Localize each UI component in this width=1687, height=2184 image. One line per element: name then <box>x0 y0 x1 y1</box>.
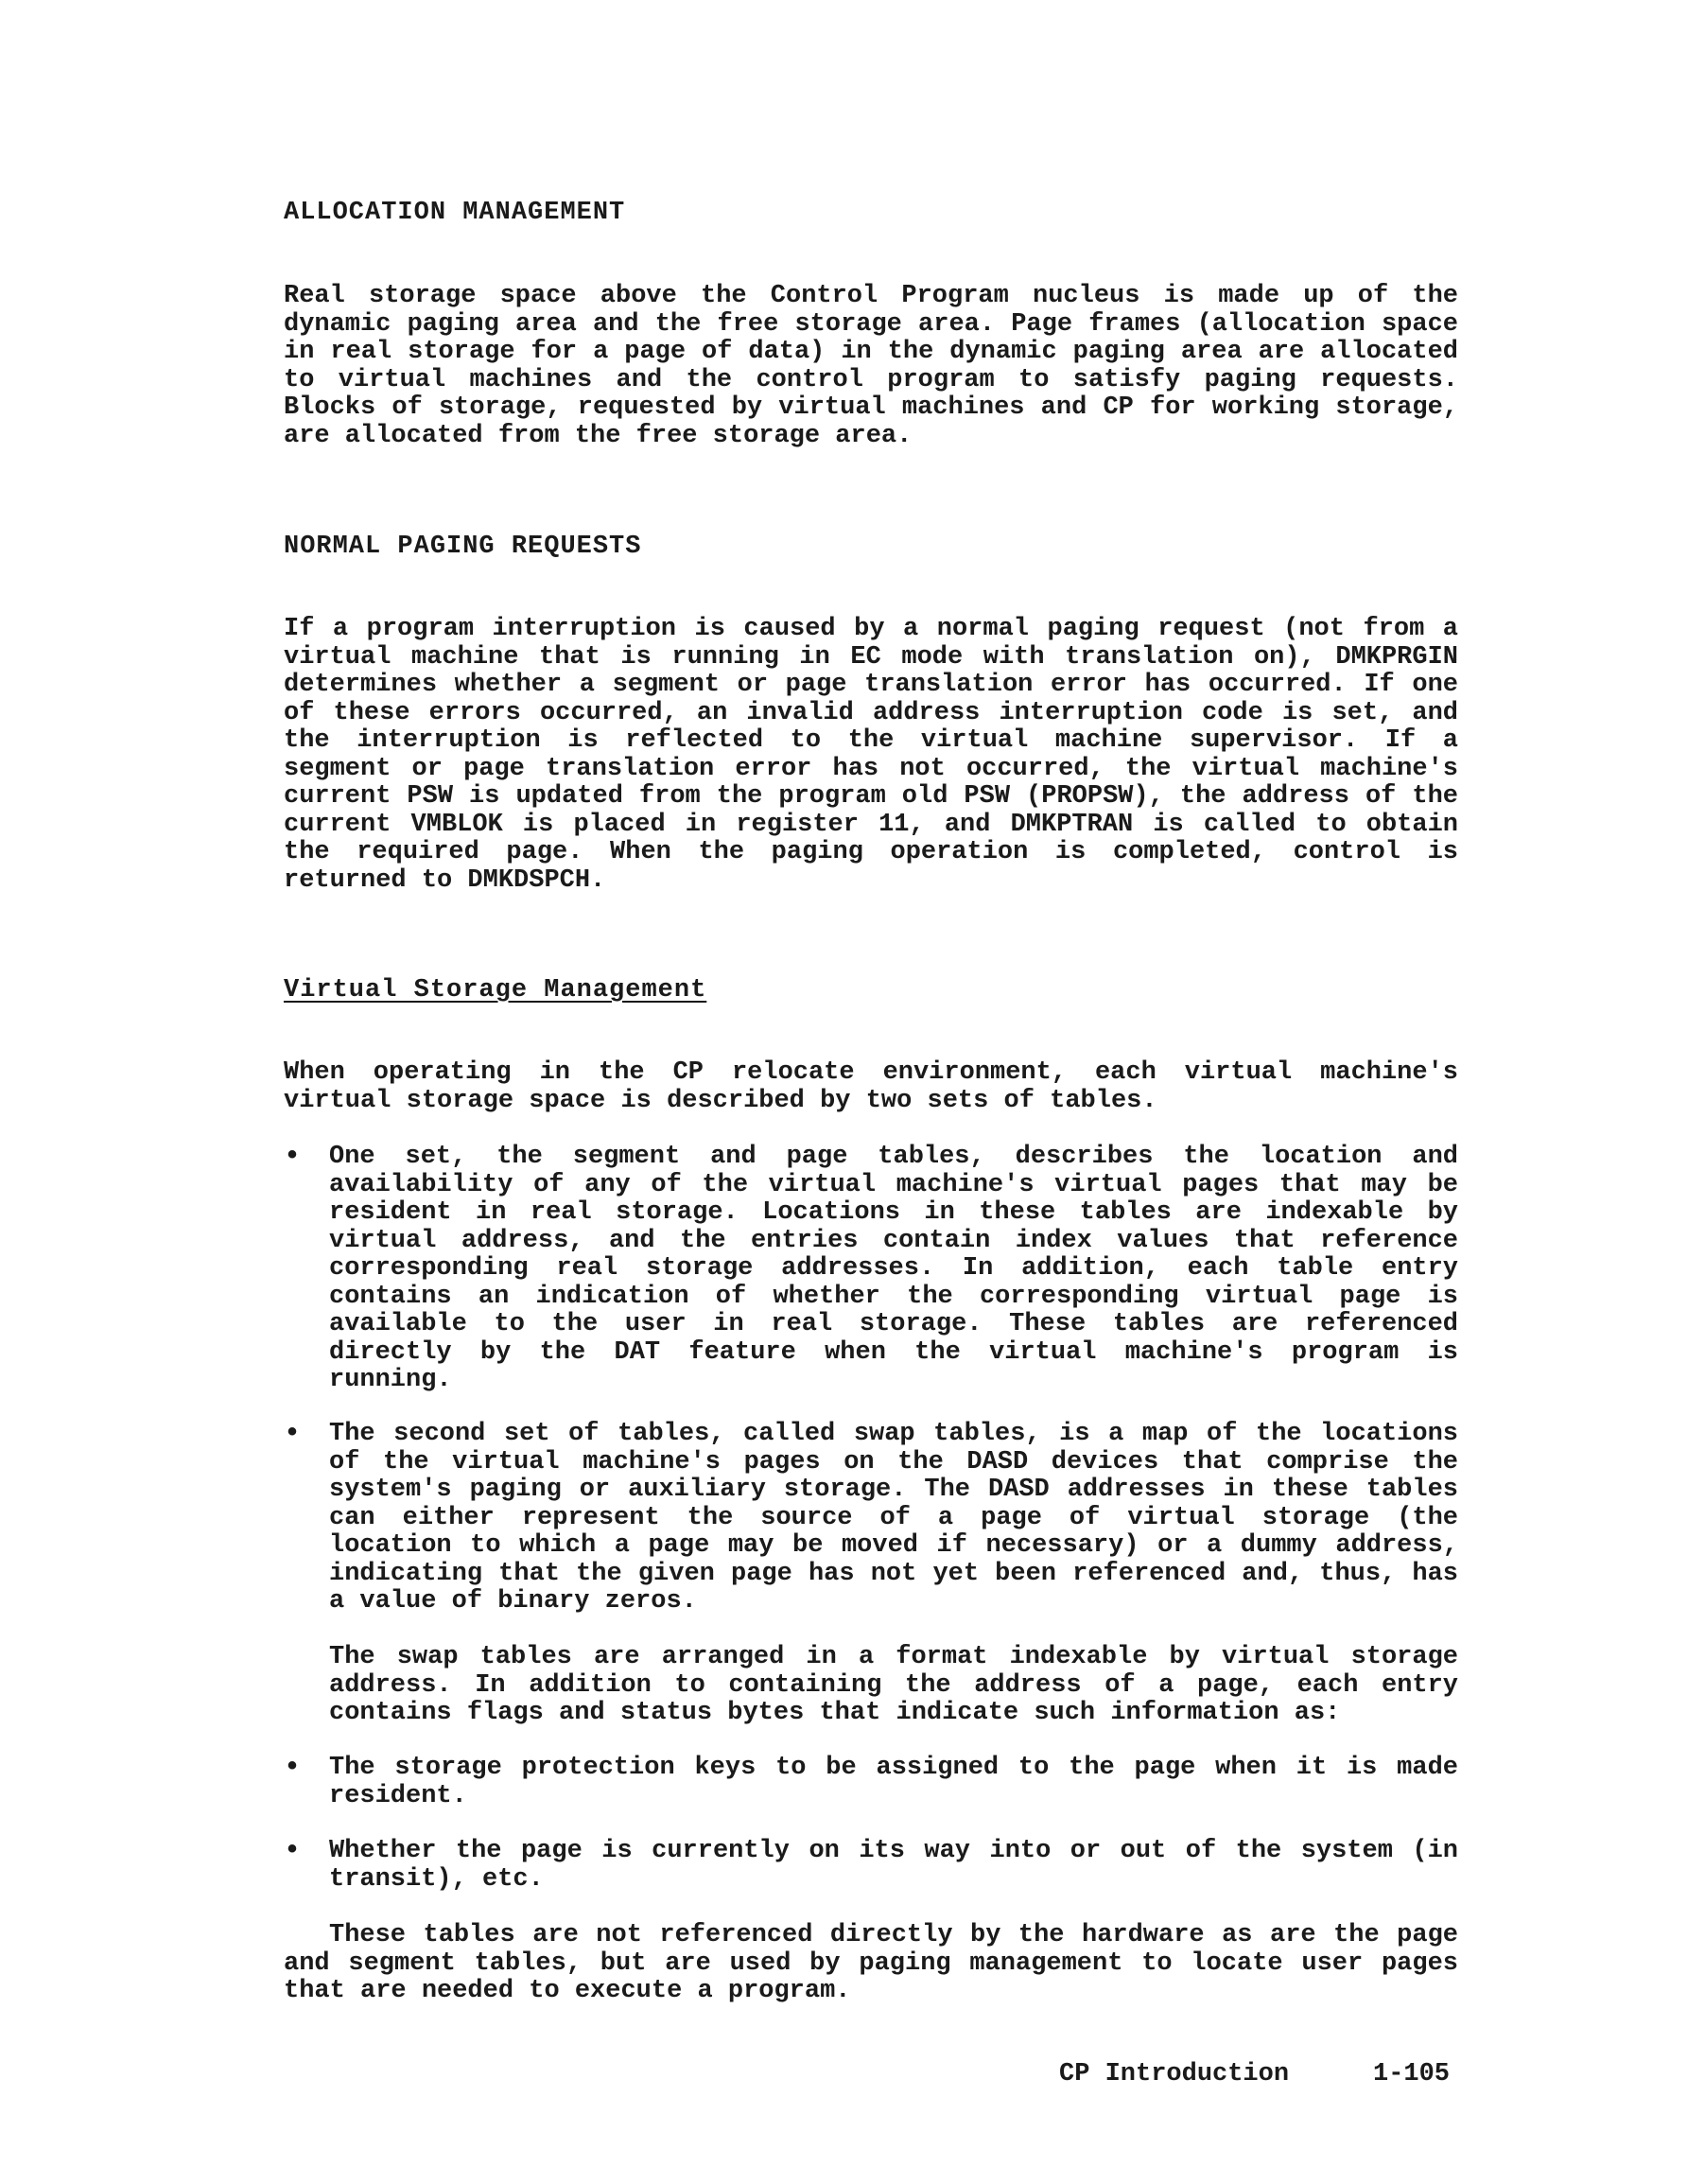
heading-virtual-storage-management: Virtual Storage Management <box>284 976 707 1005</box>
bullet-marker: • <box>284 1835 302 1867</box>
paragraph-normal-paging: If a program interruption is caused by a normal paging request (not from a virtual machine that is running in EC mode with translation on), DMKPRGIN determines whether a segment or page translation error has occurred. If one of these errors occurred, an invalid address interruption code is set, and the interruption is reflected to the virtual machine supervisor. If a segment or page translation error has not occurred, the virtual machine's current PSW is updated from the program old PSW (PROPSW), the address of the current VMBLOK is placed in register 11, and DMKPTRAN is called to obtain the required page. When the paging operation is completed, control is returned to DMKDSPCH. <box>284 615 1458 895</box>
bullet-storage-protection-keys: The storage protection keys to be assigned to the page when it is made resident. <box>329 1754 1458 1810</box>
footer-page-number: 1-105 <box>1373 2060 1451 2088</box>
paragraph-closing: These tables are not referenced directly by the hardware as are the page and segment tables, but are used by paging management to locate user pages that are needed to execute a program. <box>284 1921 1458 2005</box>
bullet-segment-page-tables: One set, the segment and page tables, describes the location and availability of any of the virtual machine's virtual pages that may be resident in real storage. Locations in these tables are indexable by virtual address, and the entries contain index values that reference corresponding real storage addresses. In addition, each table entry contains an indication of whether the corresponding virtual page is available to the user in real storage. These tables are referenced directly by the DAT feature when the virtual machine's program is running. <box>329 1143 1458 1394</box>
bullet-marker: • <box>284 1141 302 1173</box>
paragraph-allocation: Real storage space above the Control Program nucleus is made up of the dynamic paging area and the free storage area. Page frames (allocation space in real storage for a page of data) in the dynamic paging area are allocated to virtual machines and the control program to satisfy paging requests. Blocks of storage, requested by virtual machines and CP for working storage, are allocated from the free storage area. <box>284 282 1458 450</box>
paragraph-swap-tables-format: The swap tables are arranged in a format indexable by virtual storage address. In addition to containing the address of a page, each entry contains flags and status bytes that indicate such information as: <box>329 1643 1458 1727</box>
heading-normal-paging-requests: NORMAL PAGING REQUESTS <box>284 533 642 561</box>
paragraph-virtual-storage-intro: When operating in the CP relocate environment, each virtual machine's virtual storage space is described by two sets of tables. <box>284 1058 1458 1115</box>
footer-section-title: CP Introduction <box>1059 2060 1290 2088</box>
bullet-marker: • <box>284 1418 302 1450</box>
bullet-swap-tables: The second set of tables, called swap tables, is a map of the locations of the virtual machine's pages on the DASD devices that comprise the system's paging or auxiliary storage. The DASD addresses in these tables can either represent the source of a page of virtual storage (the location to which a page may be moved if necessary) or a dummy address, indicating that the given page has not yet been referenced and, thus, has a value of binary zeros. <box>329 1420 1458 1616</box>
bullet-page-in-transit: Whether the page is currently on its way into or out of the system (in transit), etc. <box>329 1837 1458 1894</box>
bullet-marker: • <box>284 1752 302 1784</box>
heading-allocation-management: ALLOCATION MANAGEMENT <box>284 199 626 227</box>
